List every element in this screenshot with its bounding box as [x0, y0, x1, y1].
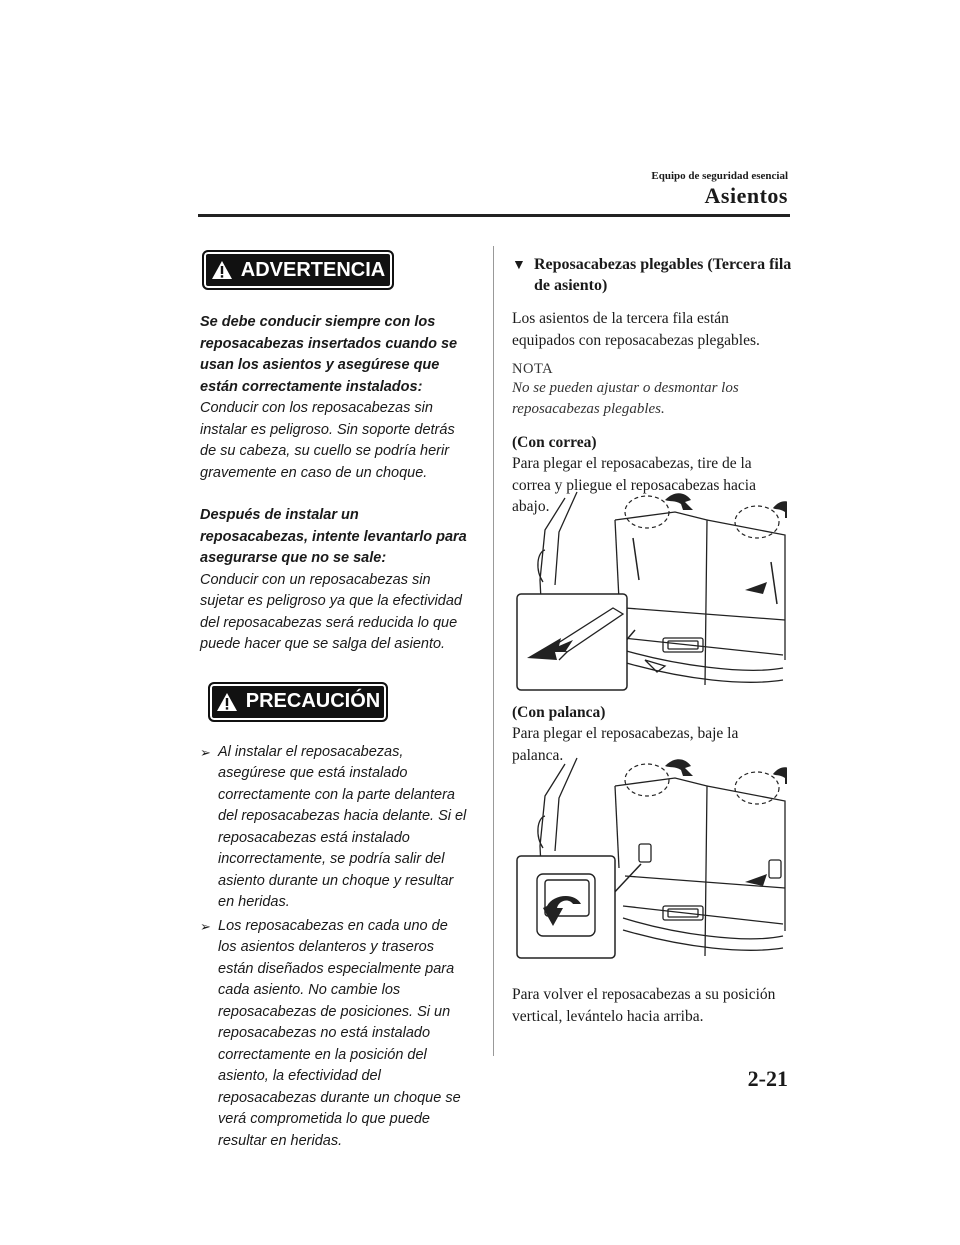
- page-title: Asientos: [704, 183, 788, 208]
- warning-label: ADVERTENCIA: [240, 258, 386, 281]
- warning-block: [200, 312, 470, 656]
- return-text: Para volver el reposacabezas a su posición vertical, levántelo hacia arriba.: [512, 986, 776, 1025]
- caution-banner: [208, 682, 388, 722]
- seat-strap-drawing: [515, 490, 787, 694]
- column-divider: [493, 246, 494, 1056]
- caution-label: PRECAUCIÓN: [245, 690, 381, 712]
- warning-triangle-icon: [216, 692, 238, 712]
- strap-heading: (Con correa): [512, 434, 597, 451]
- header-section-label: Equipo de seguridad esencial: [651, 170, 788, 182]
- caution-item: [200, 916, 470, 1153]
- warning-item: [200, 505, 470, 656]
- lever-text: Para plegar el reposacabezas, baje la palanca.: [512, 725, 739, 764]
- warning-triangle-icon: [211, 260, 233, 280]
- left-column: [200, 250, 470, 1154]
- lever-heading: (Con palanca): [512, 704, 606, 721]
- arrow-bullet-icon: ➢: [200, 744, 211, 760]
- intro-text: Los asientos de la tercera fila están equipados con reposacabezas plegables.: [512, 310, 760, 349]
- note-text: No se pueden ajustar o desmontar los reposacabezas plegables.: [512, 380, 739, 417]
- page-number: 2-21: [747, 1066, 788, 1091]
- strap-illustration: [515, 490, 787, 694]
- lever-illustration: [515, 756, 787, 964]
- warning-banner: [202, 250, 394, 290]
- right-column: [512, 254, 792, 518]
- caution-text: Al instalar el reposacabezas, asegúrese que está instalado correctamente con la parte delantera del reposacabezas hacia delante. Si el reposacabezas está instalado incorrectamente, se podría salir del asiento durante un choque y resultar en heridas.: [218, 743, 467, 910]
- return-section: [512, 984, 792, 1027]
- header-divider: [198, 214, 790, 217]
- warning-body: Conducir con los reposacabezas sin instalar es peligroso. Sin soporte detrás de su cabeza, su cuello se podría herir gravemente en caso de un choque.: [200, 400, 455, 481]
- strap-text: Para plegar el reposacabezas, tire de la correa y pliegue el reposacabezas hacia abajo.: [512, 455, 756, 515]
- section-title: Reposacabezas plegables (Tercera fila de asiento): [534, 256, 792, 294]
- warning-heading: Después de instalar un reposacabezas, intente levantarlo para asegurarse que no se sale:: [200, 507, 467, 566]
- triangle-down-icon: ▼: [512, 258, 526, 273]
- warning-item: [200, 312, 470, 484]
- seat-lever-drawing: [515, 756, 787, 964]
- warning-heading: Se debe conducir siempre con los reposacabezas insertados cuando se usan los asientos y asegúrese que están correctamente instalados:: [200, 314, 458, 395]
- warning-body: Conducir con un reposacabezas sin sujetar es peligroso ya que la efectividad del reposacabezas será reducida lo que puede hacer que se salga del asiento.: [200, 571, 462, 652]
- section-heading: [512, 254, 792, 296]
- arrow-bullet-icon: ➢: [200, 918, 211, 934]
- caution-item: [200, 742, 470, 914]
- note-label: NOTA: [512, 361, 554, 377]
- caution-text: Los reposacabezas en cada uno de los asientos delanteros y traseros están diseñados especialmente para cada asiento. No cambie los reposacabezas de posiciones. Si un reposacabezas no está instalado correctamente en la posición del asiento, la efectividad del reposacabezas durante un choque se verá comprometida lo que puede resultar en heridas.: [218, 917, 461, 1149]
- caution-list: [200, 742, 470, 1153]
